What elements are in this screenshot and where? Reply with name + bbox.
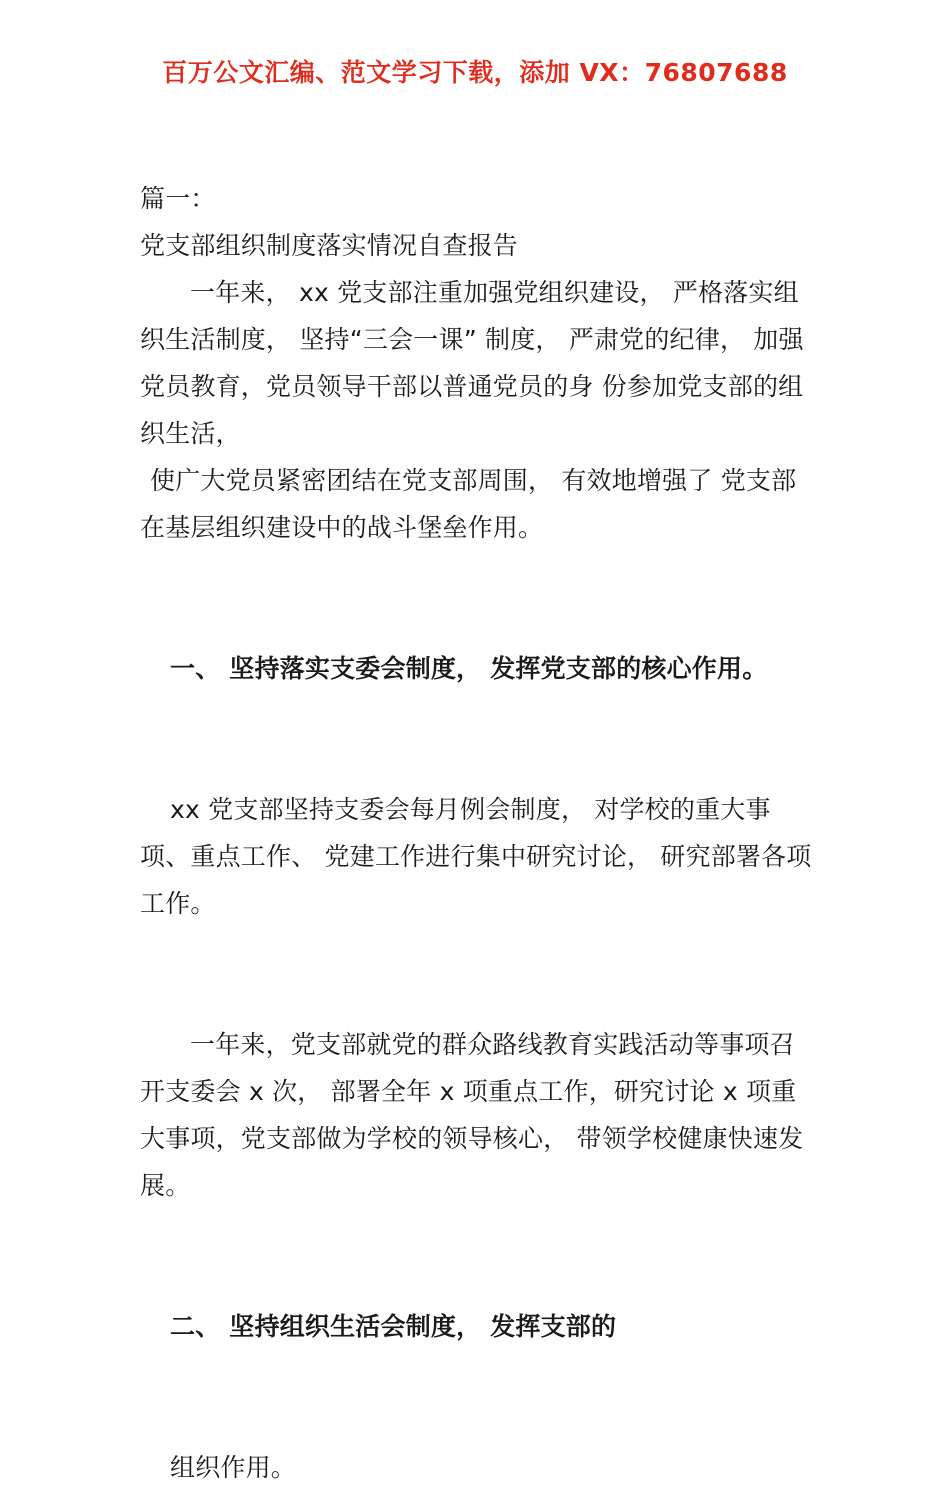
section-one-paragraph-2: 一年来，党支部就党的群众路线教育实践活动等事项召开支委会 x 次， 部署全年 x 项重点工作，研究讨论 x 项重大事项，党支部做为学校的领导核心， 带领学校健康快速发展。 bbox=[140, 1030, 804, 1200]
document-title: 党支部组织制度落实情况自查报告 bbox=[140, 231, 519, 260]
document-text-column bbox=[140, 175, 816, 1491]
section-heading-two: 二、 坚持组织生活会制度， 发挥支部的 bbox=[170, 1312, 617, 1341]
heading-spacer bbox=[140, 692, 816, 786]
lead-paragraph-continuation: 使广大党员紧密团结在党支部周围， 有效地增强了 党支部在基层组织建设中的战斗堡垒作用。 bbox=[140, 466, 797, 542]
section-spacer bbox=[140, 551, 816, 645]
promo-banner-text: 百万公文汇编、范文学习下载，添加 VX：76807688 bbox=[162, 58, 788, 87]
heading-two-spacer bbox=[140, 1350, 816, 1444]
promo-banner bbox=[0, 60, 950, 85]
lead-paragraph: 一年来， xx 党支部注重加强党组织建设， 严格落实组织生活制度， 坚持“三会一课” 制度， 严肃党的纪律， 加强党员教育，党员领导干部以普通党员的身 份参加党支部的组织生活， bbox=[140, 278, 804, 448]
section-one-paragraph-1: xx 党支部坚持支委会每月例会制度， 对学校的重大事项、重点工作、 党建工作进行集中研究讨论， 研究部署各项工作。 bbox=[140, 795, 812, 918]
document-label: 篇一： bbox=[140, 184, 216, 213]
section-heading-one: 一、 坚持落实支委会制度， 发挥党支部的核心作用。 bbox=[170, 654, 768, 683]
section-two-spacer bbox=[140, 1209, 816, 1303]
paragraph-spacer bbox=[140, 927, 816, 1021]
section-two-paragraph-1: 组织作用。 bbox=[170, 1453, 297, 1482]
